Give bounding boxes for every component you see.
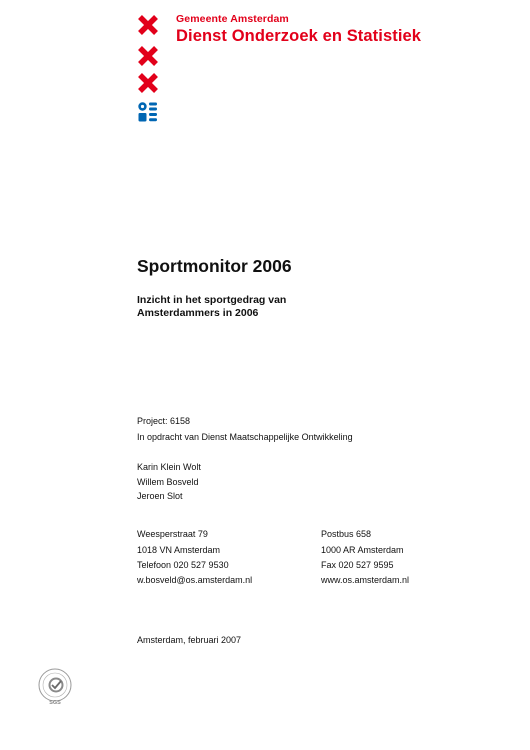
po-box-postal-code: 1000 AR Amsterdam (321, 545, 404, 555)
phone-number: Telefoon 020 527 9530 (137, 560, 229, 570)
fax-number: Fax 020 527 9595 (321, 560, 394, 570)
project-number: Project: 6158 (137, 416, 191, 426)
postal-address: 1018 VN Amsterdam (137, 545, 221, 555)
document-title: Sportmonitor 2006 (137, 256, 292, 276)
po-box: Postbus 658 (321, 529, 372, 539)
os-logo-icon (137, 101, 159, 123)
subtitle-line: Inzicht in het sportgedrag van (137, 294, 287, 306)
website-url: www.os.amsterdam.nl (321, 575, 410, 585)
andreas-cross-icon (137, 14, 159, 36)
commissioned-by: In opdracht van Dienst Maatschappelijke Ontwikkeling (137, 432, 353, 442)
certification-mark: SGS (49, 700, 61, 706)
author-name: Jeroen Slot (137, 491, 183, 501)
author-name: Willem Bosveld (137, 477, 199, 487)
date-line: Amsterdam, februari 2007 (137, 635, 242, 645)
organization-name: Gemeente Amsterdam (176, 13, 289, 25)
department-name: Dienst Onderzoek en Statistiek (176, 27, 422, 45)
email-address: w.bosveld@os.amsterdam.nl (137, 575, 253, 585)
subtitle-line: Amsterdammers in 2006 (137, 307, 259, 319)
street-address: Weesperstraat 79 (137, 529, 208, 539)
document-subtitle (137, 294, 286, 320)
andreas-cross-icon (137, 45, 159, 67)
certification-seal-icon (35, 666, 75, 706)
andreas-cross-icon (137, 72, 159, 94)
author-name: Karin Klein Wolt (137, 462, 201, 472)
